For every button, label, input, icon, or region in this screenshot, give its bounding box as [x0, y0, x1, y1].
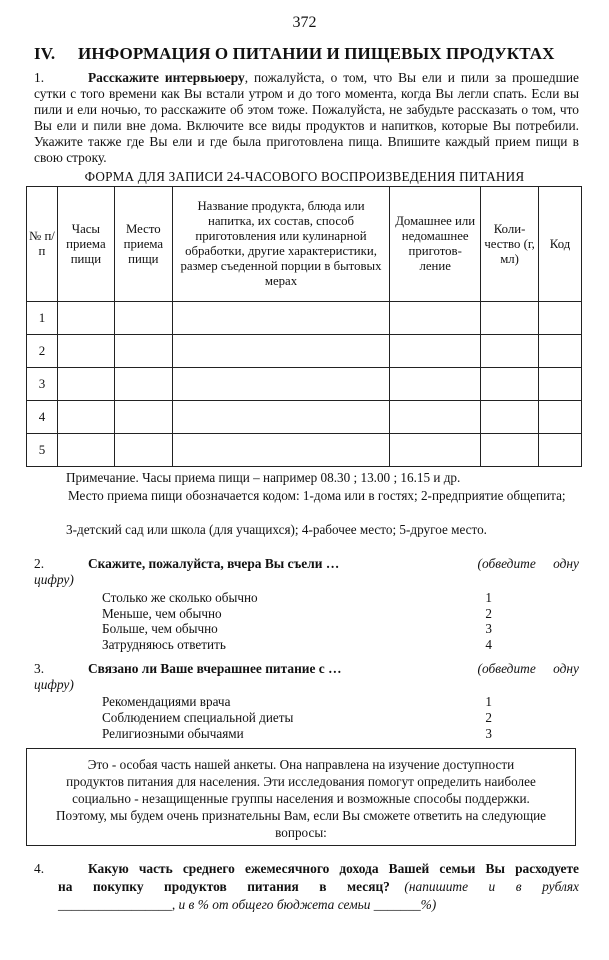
row-number: 1 [27, 302, 58, 335]
option-code[interactable]: 3 [485, 726, 492, 741]
food-recall-table [26, 186, 582, 467]
option-code[interactable]: 2 [485, 710, 492, 725]
home-made-cell[interactable] [390, 302, 481, 335]
meal-place-cell[interactable] [114, 302, 172, 335]
question-4-text: Какую часть среднего ежемесячного дохода Вашей семьи Вы расходуете [88, 861, 579, 876]
question-4-bold: на покупку продуктов питания в месяц? [58, 879, 390, 894]
option-label: Соблюдением специальной диеты [102, 710, 294, 725]
question-4-answer-blanks[interactable]: _________________, и в % от общего бюджета семьи _______%) [58, 897, 437, 912]
info-line-2: продуктов питания для населения. Эти исследования помогут определить наиболее [66, 774, 536, 789]
quantity-cell[interactable] [481, 302, 539, 335]
table-row [27, 434, 582, 467]
note-meal-time: Примечание. Часы приема пищи – например 08.30 ; 13.00 ; 16.15 и др. [66, 470, 461, 485]
option-label: Затрудняюсь ответить [102, 637, 226, 652]
option-code[interactable]: 3 [485, 621, 492, 636]
option-code[interactable]: 4 [485, 637, 492, 652]
q2-option-1[interactable] [102, 590, 492, 606]
info-line-4: Поэтому, мы будем очень признательны Вам, если Вы сможете ответить на следующие [55, 808, 547, 823]
quantity-cell[interactable] [481, 368, 539, 401]
question-4-text-cont [58, 878, 579, 896]
option-label: Религиозными обычаями [102, 726, 244, 741]
col-header-home-made: Домашнее или недомашнее приготов- ление [390, 187, 481, 302]
option-label: Больше, чем обычно [102, 621, 218, 636]
quantity-cell[interactable] [481, 335, 539, 368]
question-3-text: Связано ли Ваше вчерашнее питание с … [88, 661, 342, 676]
home-made-cell[interactable] [390, 335, 481, 368]
col-header-meal-place: Место приема пищи [114, 187, 172, 302]
col-header-code: Код [539, 187, 582, 302]
q3-option-2[interactable] [102, 710, 492, 726]
section-heading: ИНФОРМАЦИЯ О ПИТАНИИ И ПИЩЕВЫХ ПРОДУКТАХ [78, 44, 555, 63]
table-header-row [27, 187, 582, 302]
col-header-meal-time: Часы приема пищи [57, 187, 114, 302]
option-code[interactable]: 2 [485, 606, 492, 621]
question-2-hint-cont: цифру) [34, 572, 74, 587]
code-cell[interactable] [539, 434, 582, 467]
question-4-number: 4. [34, 861, 45, 876]
q3-option-3[interactable] [102, 726, 492, 742]
meal-time-cell[interactable] [57, 401, 114, 434]
q2-option-2[interactable] [102, 606, 492, 622]
row-number: 2 [27, 335, 58, 368]
home-made-cell[interactable] [390, 401, 481, 434]
note-meal-place-codes: 3-детский сад или школа (для учащихся); 4-рабочее место; 5-другое место. [66, 522, 487, 537]
question-2-text: Скажите, пожалуйста, вчера Вы съели … [88, 556, 340, 571]
page-number: 372 [292, 14, 317, 31]
meal-time-cell[interactable] [57, 434, 114, 467]
question-1-body: , пожалуйста, о том, что Вы ели и пили за прошедшие сутки с того времени как Вы встали утром и до того момента, когда Вы легли спать. Если вы пили и ели ночью, то расскажите об этом тоже. Пожалуйста, не забудьте рассказать о том, что Вы ели и пили вне дома. Включите все виды продуктов и напитков, которые Вы потребили. Укажите также где Вы ели и где была приготовлена пища. Впишите каждый прием пищи в свою строку. [34, 70, 579, 165]
info-box [26, 748, 576, 846]
option-code[interactable]: 1 [485, 694, 492, 709]
q2-option-4[interactable] [102, 637, 492, 653]
info-line-5: вопросы: [275, 825, 327, 840]
section-number: IV. [34, 44, 56, 63]
row-number: 4 [27, 401, 58, 434]
meal-time-cell[interactable] [57, 368, 114, 401]
meal-time-cell[interactable] [57, 335, 114, 368]
code-cell[interactable] [539, 401, 582, 434]
row-number: 5 [27, 434, 58, 467]
question-1 [34, 70, 579, 166]
product-cell[interactable] [172, 401, 389, 434]
question-1-lead: Расскажите интервьюеру [88, 70, 245, 85]
code-cell[interactable] [539, 302, 582, 335]
col-header-quantity: Коли- чество (г, мл) [481, 187, 539, 302]
product-cell[interactable] [172, 302, 389, 335]
question-2-number: 2. [34, 556, 45, 571]
col-header-number: № п/п [27, 187, 58, 302]
question-1-number: 1. [34, 70, 45, 85]
option-label: Рекомендациями врача [102, 694, 231, 709]
section-title [34, 44, 555, 64]
note-meal-place: Место приема пищи обозначается кодом: 1-дома или в гостях; 2-предприятие общепита; [68, 488, 566, 503]
code-cell[interactable] [539, 335, 582, 368]
meal-place-cell[interactable] [114, 401, 172, 434]
question-3 [34, 661, 579, 693]
row-number: 3 [27, 368, 58, 401]
question-3-number: 3. [34, 661, 45, 676]
product-cell[interactable] [172, 434, 389, 467]
option-code[interactable]: 1 [485, 590, 492, 605]
q2-option-3[interactable] [102, 621, 492, 637]
home-made-cell[interactable] [390, 368, 481, 401]
product-cell[interactable] [172, 335, 389, 368]
quantity-cell[interactable] [481, 434, 539, 467]
home-made-cell[interactable] [390, 434, 481, 467]
table-row [27, 302, 582, 335]
question-1-text [34, 70, 579, 166]
form-title: ФОРМА ДЛЯ ЗАПИСИ 24-ЧАСОВОГО ВОСПРОИЗВЕДЕНИЯ ПИТАНИЯ [84, 169, 525, 184]
meal-place-cell[interactable] [114, 335, 172, 368]
code-cell[interactable] [539, 368, 582, 401]
col-header-product-name: Название продукта, блюда или напитка, их состав, способ приготовления или кулинарной обработки, другие характеристики, размер съеденной порции в бытовых мерах [172, 187, 389, 302]
meal-time-cell[interactable] [57, 302, 114, 335]
info-line-1: Это - особая часть нашей анкеты. Она направлена на изучение доступности [87, 757, 515, 772]
question-4 [34, 860, 579, 914]
table-row [27, 335, 582, 368]
question-3-hint-cont: цифру) [34, 677, 74, 692]
meal-place-cell[interactable] [114, 368, 172, 401]
question-3-hint: (обведите одну [477, 661, 579, 676]
info-line-3: социально - незащищенные группы населения и возможные способы поддержки. [72, 791, 530, 806]
question-2 [34, 556, 579, 588]
meal-place-cell[interactable] [114, 434, 172, 467]
quantity-cell[interactable] [481, 401, 539, 434]
q3-option-1[interactable] [102, 694, 492, 710]
question-4-hint: (напишите и в рублях [404, 879, 579, 894]
option-label: Меньше, чем обычно [102, 606, 222, 621]
question-2-hint: (обведите одну [477, 556, 579, 571]
table-row [27, 401, 582, 434]
option-label: Столько же сколько обычно [102, 590, 258, 605]
table-row [27, 368, 582, 401]
product-cell[interactable] [172, 368, 389, 401]
